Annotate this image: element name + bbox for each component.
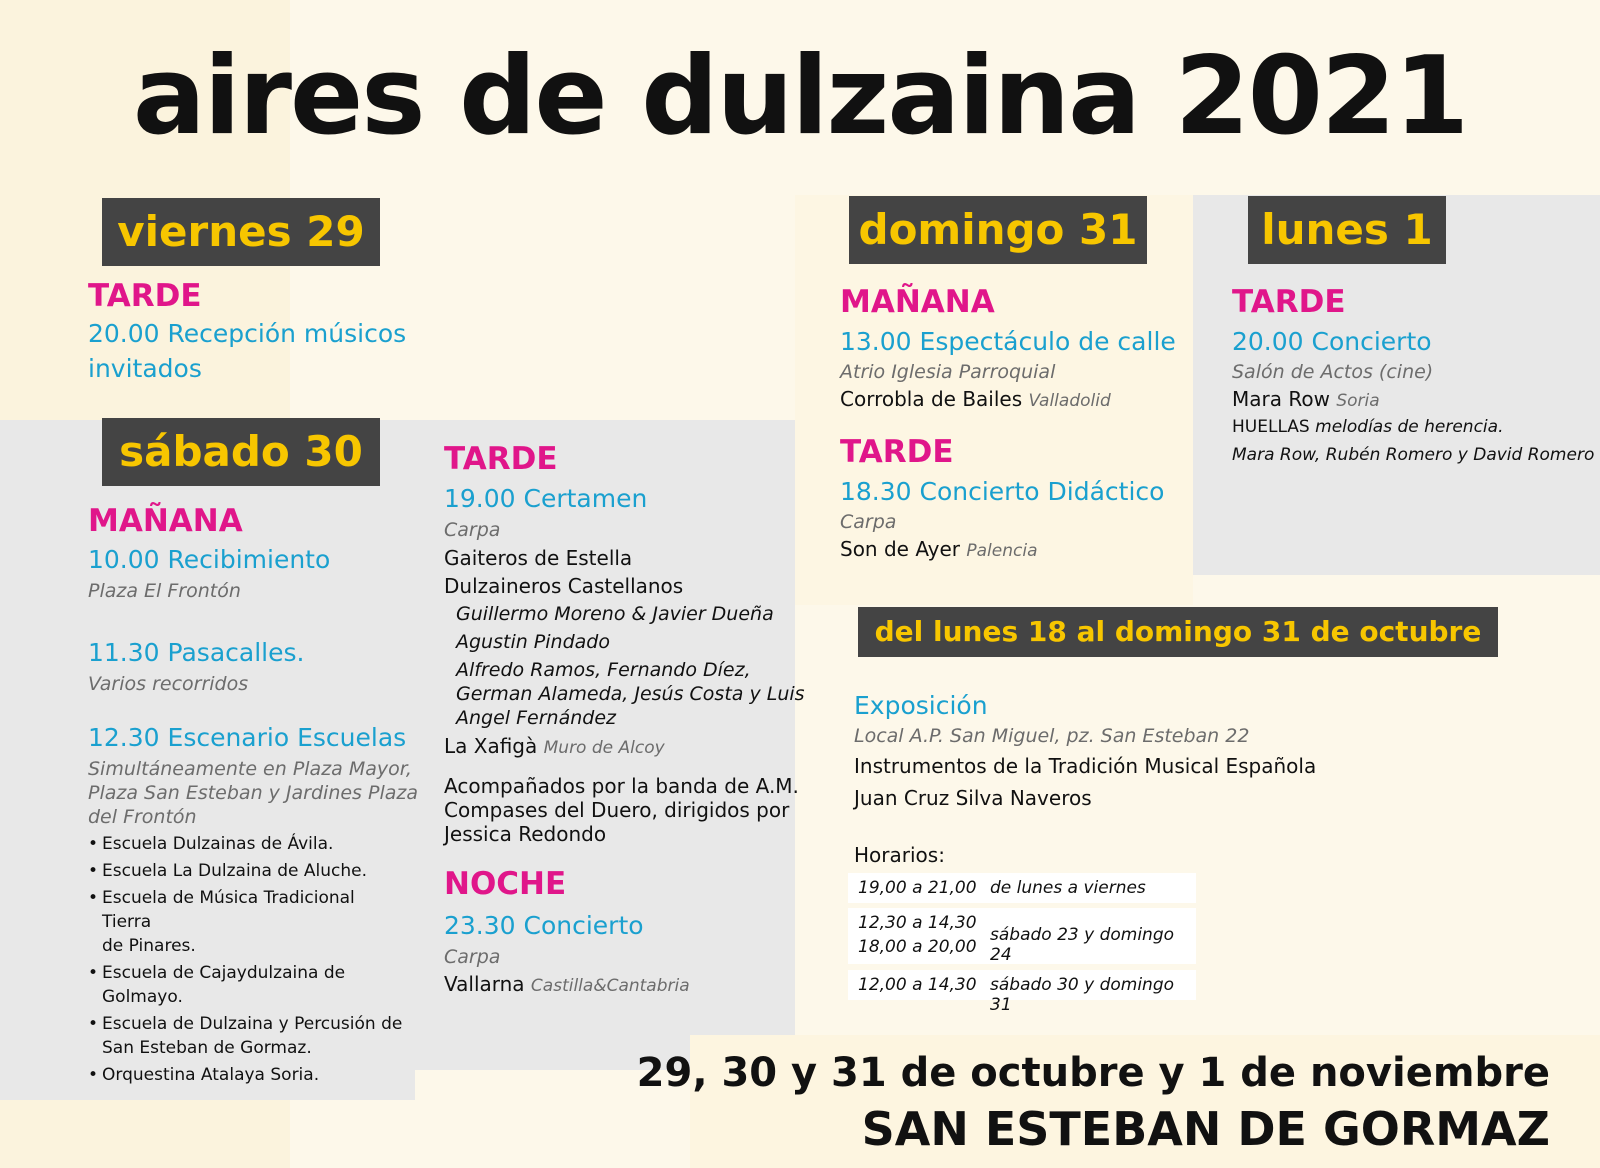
note-line: Jessica Redondo: [444, 822, 607, 846]
performer-xafiga: [444, 733, 665, 762]
member-line: Agustin Pindado: [456, 631, 610, 653]
huellas-title: HUELLAS: [1232, 417, 1310, 437]
dulzaineros-members: [456, 602, 805, 730]
school-line: Orquestina Atalaya Soria.: [102, 1065, 320, 1085]
huellas-subtitle: melodías de herencia.: [1315, 417, 1504, 437]
sabado-event-2-place: Varios recorridos: [88, 673, 249, 695]
list-item: [102, 859, 408, 883]
sabado-tarde-label: TARDE: [444, 441, 558, 477]
note-line: Compases del Duero, dirigidos por: [444, 798, 790, 822]
lunes-tarde-place: Salón de Actos (cine): [1232, 361, 1434, 383]
performer-name: Son de Ayer: [840, 537, 961, 561]
sabado-noche-label: NOCHE: [444, 866, 567, 902]
list-item: [102, 886, 408, 958]
sabado-event-3-title: 12.30 Escenario Escuelas: [88, 723, 407, 752]
performer-name: La Xafigà: [444, 734, 538, 758]
member-line: Alfredo Ramos, Fernando Díez,: [456, 659, 751, 681]
huellas-credits: Mara Row, Rubén Romero y David Romero: [1232, 445, 1595, 465]
exposicion-title: Exposición: [854, 691, 988, 720]
member-line: German Alameda, Jesús Costa y Luis: [456, 683, 805, 705]
performer-name: Vallarna: [444, 972, 525, 996]
horario-time: 12,00 a 14,30: [858, 975, 977, 995]
school-line: Escuela Dulzainas de Ávila.: [102, 834, 334, 854]
domingo-manana-title: 13.00 Espectáculo de calle: [840, 327, 1176, 356]
sabado-event-1-place: Plaza El Frontón: [88, 580, 241, 602]
horario-time: 18,00 a 20,00: [858, 937, 977, 957]
sabado-noche-title: 23.30 Concierto: [444, 911, 644, 940]
member-line: Angel Fernández: [456, 707, 616, 729]
horario-time: 19,00 a 21,00: [858, 878, 977, 898]
school-line: Escuela de Dulzaina y Percusión de: [102, 1014, 403, 1034]
performer-name: Corrobla de Bailes: [840, 387, 1023, 411]
performer-vallarna: [444, 971, 690, 1000]
day-lunes: lunes 1: [1248, 196, 1446, 264]
domingo-manana-label: MAÑANA: [840, 284, 995, 320]
sabado-tarde-place: Carpa: [444, 519, 501, 541]
exposicion-place: Local A.P. San Miguel, pz. San Esteban 22: [854, 725, 1250, 747]
viernes-event-line1: 20.00 Recepción músicos: [88, 319, 407, 348]
exposicion-line1: Instrumentos de la Tradición Musical Española: [854, 754, 1317, 778]
note-line: Acompañados por la banda de A.M.: [444, 774, 799, 798]
sabado-event-1-title: 10.00 Recibimiento: [88, 545, 331, 574]
huellas-line: [1232, 417, 1503, 437]
day-sabado: sábado 30: [102, 418, 380, 486]
performer-name: Mara Row: [1232, 387, 1330, 411]
poster-title: aires de dulzaina 2021: [132, 34, 1468, 159]
horarios-label: Horarios:: [854, 843, 945, 867]
acompanados-note: [444, 774, 799, 846]
viernes-event-line2: invitados: [88, 354, 202, 383]
horario-days: sábado 30 y domingo 31: [990, 975, 1175, 1015]
performer-origin: Palencia: [966, 541, 1038, 561]
performer-son-de-ayer: [840, 536, 1038, 565]
school-line: San Esteban de Gormaz.: [102, 1038, 312, 1058]
list-item: [102, 1063, 408, 1087]
footer-place: SAN ESTEBAN DE GORMAZ: [861, 1102, 1550, 1156]
performer-gaiteros: Gaiteros de Estella: [444, 546, 633, 570]
schools-list: [88, 832, 408, 1090]
school-line: Golmayo.: [102, 987, 183, 1007]
exposicion-line2: Juan Cruz Silva Naveros: [854, 786, 1092, 810]
sabado-manana-label: MAÑANA: [88, 503, 243, 539]
lunes-tarde-title: 20.00 Concierto: [1232, 327, 1432, 356]
horario-days: sábado 23 y domingo 24: [990, 925, 1175, 965]
sabado-event-2-title: 11.30 Pasacalles.: [88, 638, 305, 667]
place-line: Simultáneamente en Plaza Mayor,: [88, 758, 412, 780]
horario-time: 12,30 a 14,30: [858, 913, 977, 933]
lunes-tarde-label: TARDE: [1232, 284, 1346, 320]
horario-row-3: [848, 970, 1196, 1015]
domingo-tarde-label: TARDE: [840, 434, 954, 470]
place-line: Plaza San Esteban y Jardines Plaza: [88, 782, 418, 804]
school-line: Escuela La Dulzaina de Aluche.: [102, 861, 368, 881]
domingo-tarde-title: 18.30 Concierto Didáctico: [840, 477, 1165, 506]
sabado-noche-place: Carpa: [444, 946, 501, 968]
exposicion-range: del lunes 18 al domingo 31 de octubre: [858, 607, 1498, 657]
day-domingo: domingo 31: [849, 196, 1147, 264]
performer-dulzaineros: Dulzaineros Castellanos: [444, 574, 684, 598]
horario-row-1: [848, 873, 1196, 903]
school-line: Escuela de Cajaydulzaina de: [102, 963, 346, 983]
footer-dates: 29, 30 y 31 de octubre y 1 de noviembre: [636, 1050, 1550, 1096]
performer-corrobla: [840, 386, 1111, 415]
list-item: [102, 961, 408, 1009]
horario-row-2: [848, 908, 1196, 964]
sabado-event-3-place: [88, 757, 418, 829]
domingo-manana-place: Atrio Iglesia Parroquial: [840, 361, 1056, 383]
list-item: [102, 1012, 408, 1060]
school-line: Escuela de Música Tradicional Tierra: [102, 888, 355, 932]
performer-origin: Muro de Alcoy: [543, 738, 665, 758]
place-line: del Frontón: [88, 806, 197, 828]
performer-mara-row: [1232, 386, 1380, 415]
day-viernes: viernes 29: [102, 198, 380, 266]
performer-origin: Valladolid: [1028, 391, 1111, 411]
performer-origin: Soria: [1336, 391, 1380, 411]
viernes-tarde-label: TARDE: [88, 278, 202, 314]
school-line: de Pinares.: [102, 936, 196, 956]
member-line: Guillermo Moreno & Javier Dueña: [456, 603, 774, 625]
sabado-tarde-title: 19.00 Certamen: [444, 484, 648, 513]
domingo-tarde-place: Carpa: [840, 511, 897, 533]
list-item: [102, 832, 408, 856]
horario-days: de lunes a viernes: [990, 878, 1146, 898]
performer-origin: Castilla&Cantabria: [530, 976, 690, 996]
